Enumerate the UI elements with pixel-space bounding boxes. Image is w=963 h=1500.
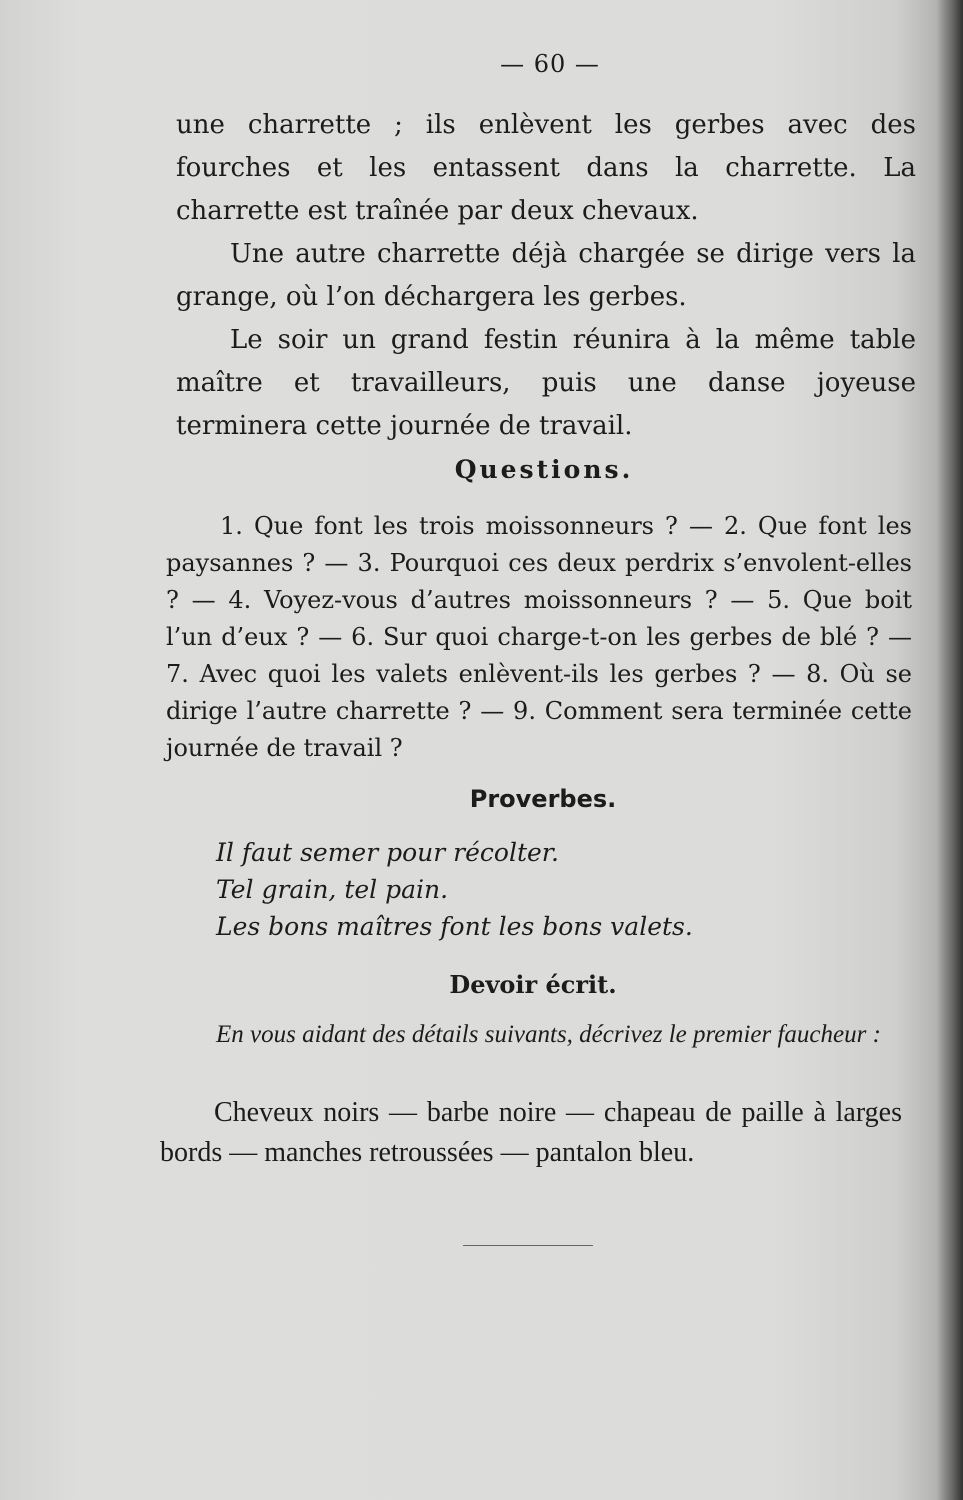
proverbs-list [216,834,856,945]
proverb-item: Il faut semer pour récolter. [216,838,559,867]
intro-paragraph-2: Une autre charrette déjà chargée se dirige vers la grange, où l’on déchargera les gerbes. [176,239,916,312]
proverb-item: Tel grain, tel pain. [216,875,449,904]
devoir-instruction-text: En vous aidant des détails suivants, décrivez le premier faucheur : [216,1021,881,1048]
devoir-details-text: Cheveux noirs — barbe noire — chapeau de paille à larges bords — manches retroussées — pantalon bleu. [160,1097,902,1168]
questions-heading: Questions. [454,455,634,484]
page-edge-shadow [937,0,963,1500]
intro-paragraph-3: Le soir un grand festin réunira à la même table maître et travailleurs, puis une danse joyeuse terminera cette journée de travail. [176,325,916,441]
intro-paragraph-1: une charrette ; ils enlèvent les gerbes avec des fourches et les entassent dans la charrette. La charrette est traînée par deux chevaux. [176,110,916,226]
page-number: — 60 — [500,50,600,78]
proverb-item: Les bons maîtres font les bons valets. [216,912,693,941]
devoir-instruction [162,1016,904,1054]
intro-text [176,104,916,448]
devoir-heading: Devoir écrit. [449,970,617,999]
end-rule-divider [463,1245,593,1246]
devoir-details [160,1093,902,1173]
questions-paragraph: 1. Que font les trois moissonneurs ? — 2. Que font les paysannes ? — 3. Pourquoi ces deux perdrix s’envolent-elles ? — 4. Voyez-vous d’autres moissonneurs ? — 5. Que boit l’un d’eux ? — 6. Sur quoi charge-t-on les gerbes de blé ? — 7. Avec quoi les valets enlèvent-ils les gerbes ? — 8. Où se dirige l’autre charrette ? — 9. Comment sera terminée cette journée de travail ? [166,512,912,762]
proverbs-heading: Proverbes. [469,785,617,813]
questions-text [166,508,912,767]
